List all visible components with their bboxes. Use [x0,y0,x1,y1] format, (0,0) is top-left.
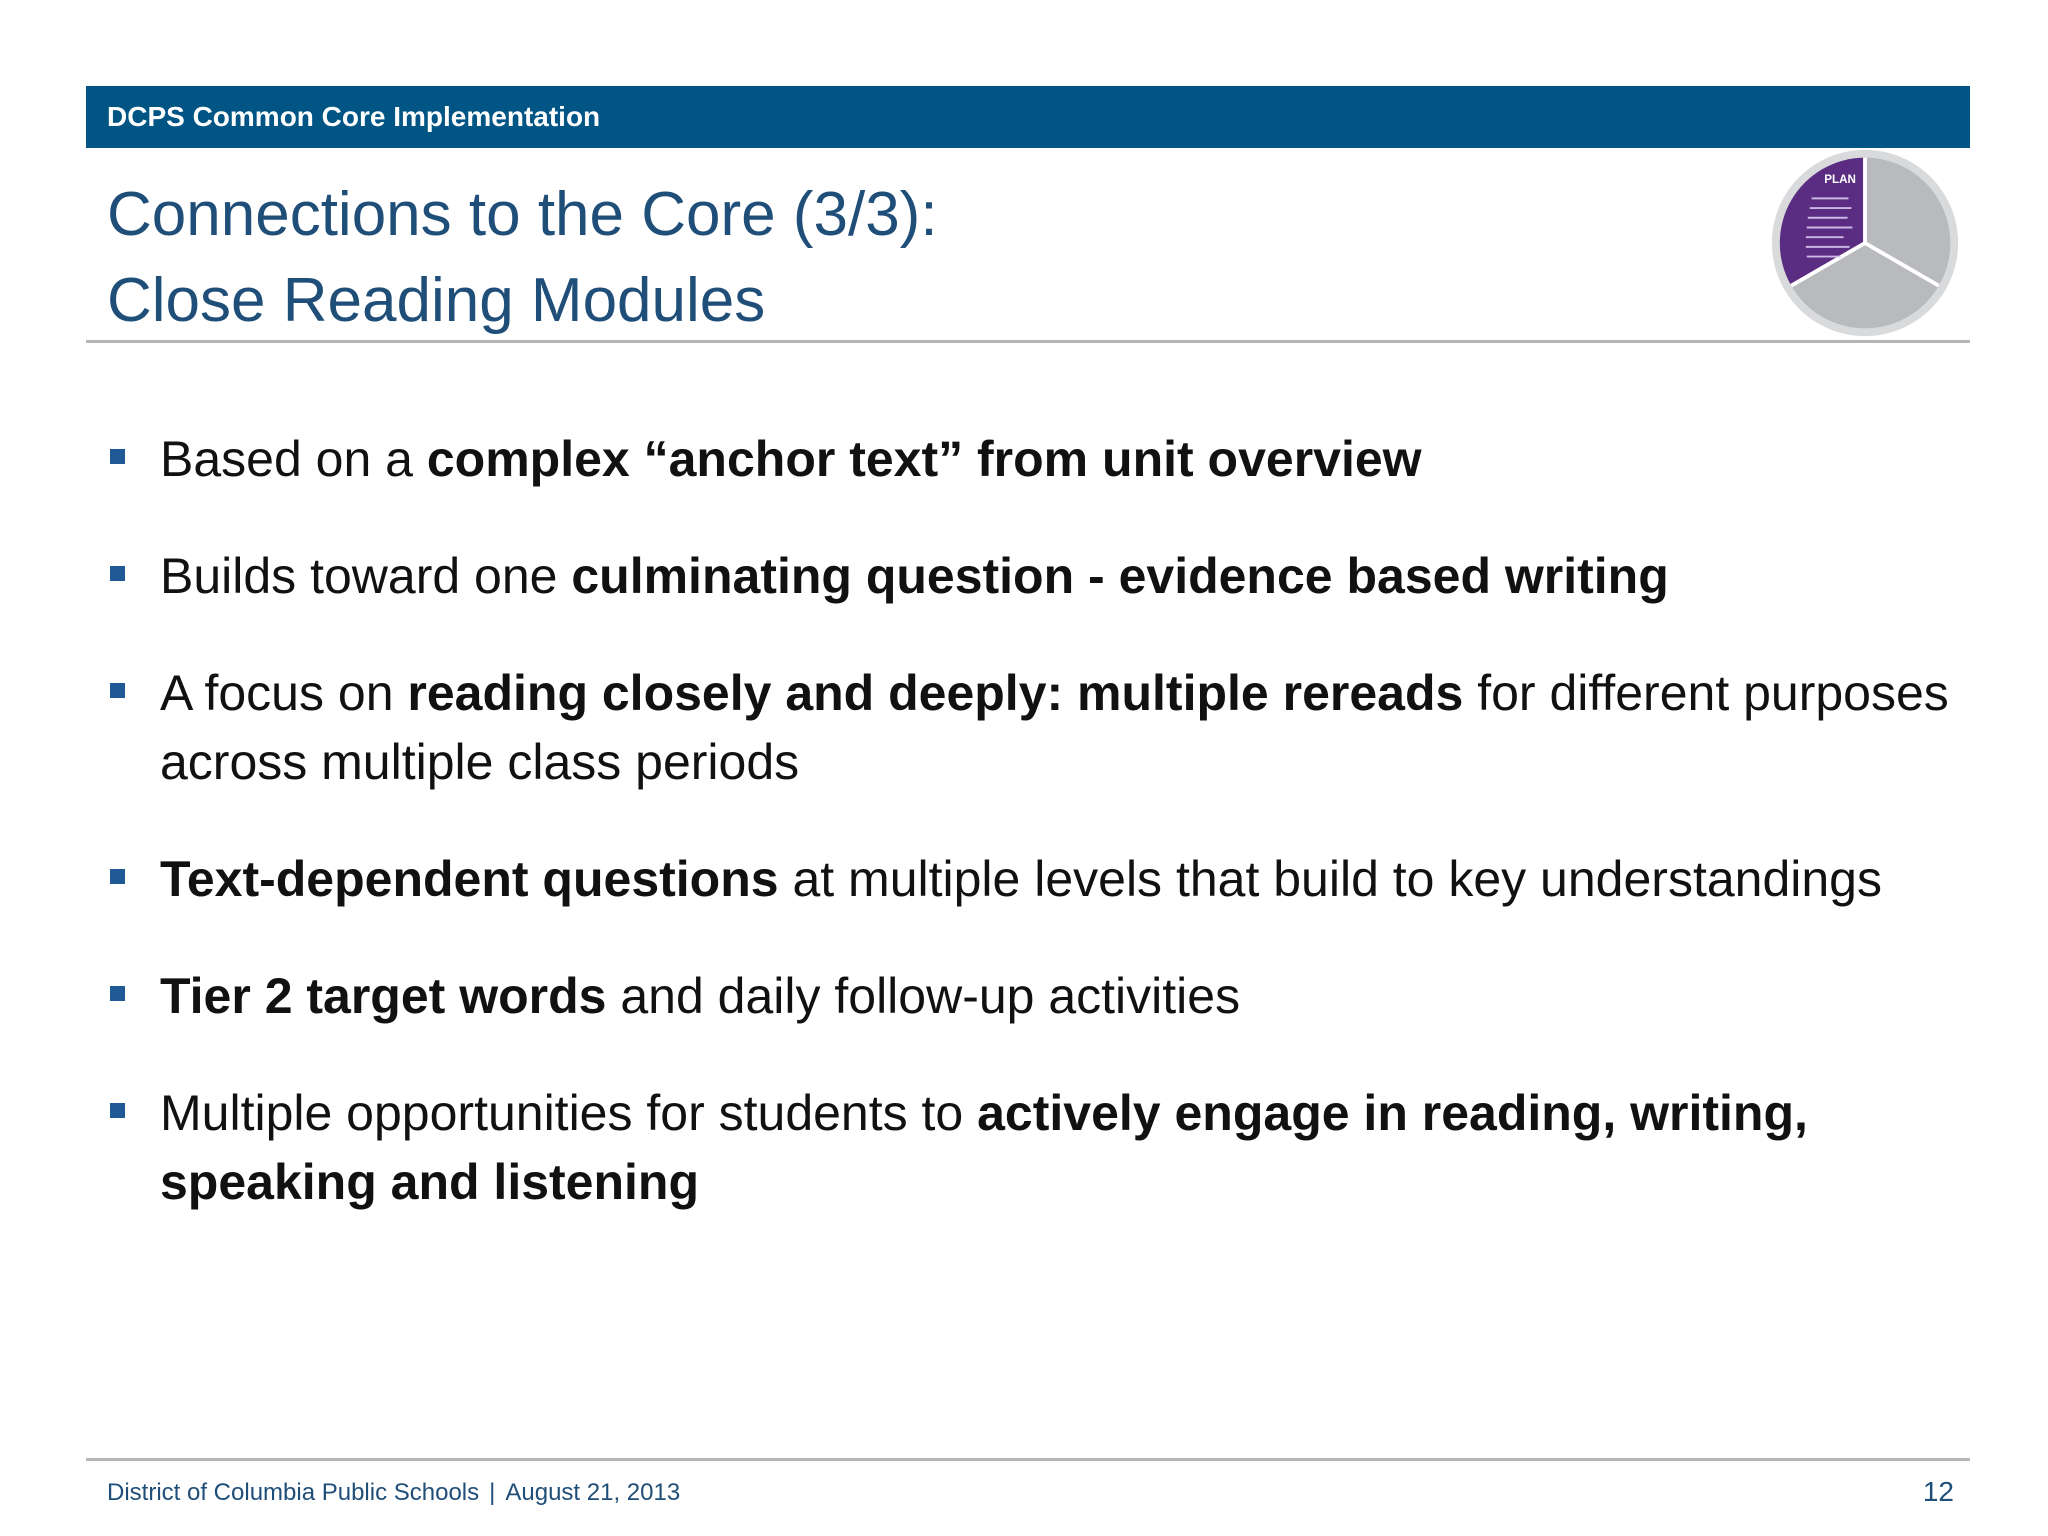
bullet-bold-segment: Tier 2 target words [160,968,607,1024]
bullet-bold-segment: Text-dependent questions [160,851,779,907]
bullet-item-reading-closely [108,659,1958,797]
bullet-text-segment: A focus on [160,665,408,721]
bullet-item-tier-2-words [108,962,1958,1031]
bullet-square-icon [110,869,125,884]
slide-title [107,172,1707,344]
bullet-text-segment: Multiple opportunities for students to [160,1085,978,1141]
bullet-item-text-dependent-questions [108,845,1958,914]
footer-date: August 21, 2013 [505,1479,681,1506]
bullet-bold-segment: reading closely and deeply: multiple rereads [407,665,1464,721]
bullet-text-segment: for different purposes across multiple class periods [160,665,1949,790]
bullet-bold-segment: actively engage in reading, writing, speaking and listening [160,1085,1808,1210]
bullet-text-segment: Builds toward one [160,548,572,604]
bullet-square-icon [110,683,125,698]
bullet-item-culminating-question [108,542,1958,611]
bullet-item-active-engagement [108,1079,1958,1217]
bullet-square-icon [110,986,125,1001]
plan-label: PLAN [1824,172,1856,186]
slide-title-line-2: Close Reading Modules [107,266,766,335]
header-bar [86,86,1970,148]
slide-title-line-1: Connections to the Core (3/3): [107,180,938,249]
bullet-square-icon [110,1103,125,1118]
footer-source [107,1478,680,1508]
bullet-text-segment: and daily follow-up activities [606,968,1241,1024]
title-divider [86,340,1970,343]
bullet-bold-segment: complex “anchor text” from unit overview [426,431,1422,487]
footer-separator: | [489,1479,496,1506]
header-title: DCPS Common Core Implementation [107,101,601,132]
bullet-bold-segment: culminating question - evidence based writing [571,548,1669,604]
footer-divider [86,1458,1970,1461]
bullet-item-anchor-text [108,425,1958,494]
page-number: 12 [1922,1476,1954,1507]
reading-cycle-diagram-icon [1768,146,1962,340]
bullet-square-icon [110,566,125,581]
bullet-square-icon [110,449,125,464]
footer-organization: District of Columbia Public Schools [107,1479,480,1506]
bullet-text-segment: Based on a [160,431,427,487]
bullet-text-segment: at multiple levels that build to key understandings [778,851,1882,907]
bullet-list [108,425,1958,1265]
